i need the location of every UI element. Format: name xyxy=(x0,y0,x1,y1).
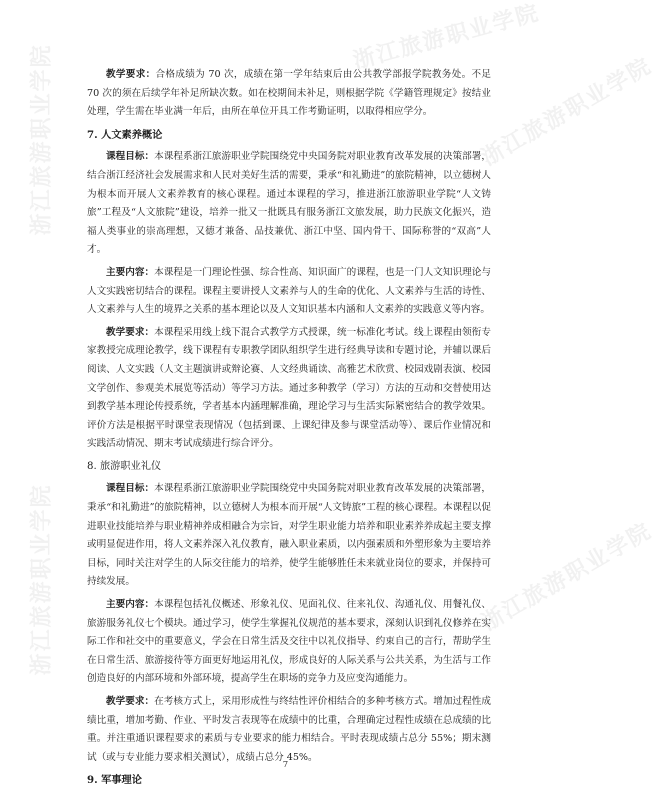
page-number: 7 xyxy=(282,760,289,770)
paragraph-lead: 主要内容： xyxy=(106,266,155,278)
paragraph-text: 本课程系浙江旅游职业学院围绕党中央国务院对职业教育改革发展的决策部署，结合浙江经济社会发展需求和人民对美好生活的需要，秉承“和礼勤进”的旅院精神，以立德树人为根本而开展人文素养教育的核心课程。通过本课程的学习，推进浙江旅游职业学院“人文铸旅”工程及“人文旅院”建设，培养一批又一批既具有服务浙江文旅发展，助力民族文化振兴，造福人类事业的崇高理想，又德才兼备、品技兼优、浙江中坚、国内骨干、国际称誉的“双高”人才。 xyxy=(87,151,492,256)
document-body xyxy=(87,66,491,794)
paragraph-lead: 教学要求： xyxy=(106,69,156,80)
watermark: 浙江旅游职业学院 xyxy=(477,517,657,637)
paragraph-text: 本课程是一门理论性强、综合性高、知识面广的课程，也是一门人文知识理论与人文实践密切结合的课程。课程主要讲授人文素养与人的生命的优化、人文素养与生活的诗性、人文素养与人生的境界之关系的基本理论以及人文知识基本内涵和人文素养的实践意义等内容。 xyxy=(87,266,492,316)
paragraph-text: 在考核方式上，采用形成性与终结性评价相结合的多种考核方式。增加过程性成绩比重，增加考勤、作业、平时发言表现等在成绩中的比重，合理确定过程性成绩在总成绩的比重。并注重通识课程要求的素质与专业要求的能力相结合。平时表现成绩占总分 55%；期末测试（或与专业能力要求相关测试），成绩占总分 45%。 xyxy=(87,696,492,763)
paragraph-lead: 教学要求： xyxy=(106,696,155,707)
section-heading-8: 8. 旅游职业礼仪 xyxy=(87,460,162,472)
paragraph-text: 本课程采用线上线下混合式教学方式授课，统一标准化考试。线上课程由领衔专家教授完成理论教学，线下课程有专职教学团队组织学生进行经典导读和专题讨论，并辅以课后阅读、人文实践（人文主题演讲或辩论赛、人文经典诵读、高雅艺术欣赏、校园戏剧表演、校园文学创作、参观美术展览等活动）等学习方法。通过多种教学（学习）方法的互动和交替使用达到教学基本理论传授系统，学者基本内涵理解准确，理论学习与生活实际紧密结合的教学效果。评价方法是根据平时课堂表现情况（包括到课、上课纪律及参与课堂活动等）、课后作业情况和实践活动情况、期末考试成绩进行综合评分。 xyxy=(87,326,492,450)
watermark: 浙江旅游职业学院 xyxy=(28,43,55,236)
watermark: 浙江旅游职业学院 xyxy=(477,52,657,172)
paragraph xyxy=(87,264,491,320)
section-heading-7: 7. 人文素养概论 xyxy=(87,128,163,141)
paragraph-lead: 教学要求： xyxy=(106,326,155,338)
paragraph xyxy=(87,148,491,260)
watermark: 浙江旅游职业学院 xyxy=(350,0,543,75)
watermark: 浙江旅游职业学院 xyxy=(28,483,55,676)
paragraph-text: 合格成绩为 70 次，成绩在第一学年结束后由公共教学部报学院教务处。不足 70 次的须在后续学年补足所缺次数。如在校期间未补足，则根据学院《学籍管理规定》按结业处理，学生需在毕业满一年后，由所在单位开具工作考勤证明，以取得相应学分。 xyxy=(87,69,491,118)
paragraph xyxy=(87,66,491,122)
paragraph xyxy=(87,324,491,454)
paragraph-lead: 主要内容： xyxy=(106,599,155,611)
paragraph-lead: 课程目标： xyxy=(106,151,155,163)
paragraph-text: 本课程包括礼仪概述、形象礼仪、见面礼仪、往来礼仪、沟通礼仪、用餐礼仪、旅游服务礼仪七个模块。通过学习，使学生掌握礼仪规范的基本要求，深刻认识到礼仪修养在实际工作和社交中的重要意义，学会在日常生活及交往中以礼仪指导、约束自己的言行，帮助学生在日常生活、旅游接待等方面更好地运用礼仪，形成良好的人际关系与公共关系，为生活与工作创造良好的内部环境和外部环境，提高学生在职场的竞争力及应变沟通能力。 xyxy=(87,599,492,685)
paragraph-lead: 课程目标： xyxy=(106,483,155,495)
paragraph xyxy=(87,480,491,592)
paragraph-text: 本课程系浙江旅游职业学院围绕党中央国务院对职业教育改革发展的决策部署，秉承“和礼勤进”的旅院精神，以立德树人为根本而开展“人文铸旅”工程的核心课程。本课程以促进职业技能培养与职业精神养成相融合为宗旨，对学生职业能力培养和职业素养养成起主要支撑或明显促进作用，将人文素养深入礼仪教育，融入职业素质，以内强素质和外塑形象为主要培养目标，同时关注对学生的人际交往能力的培养，使学生能够胜任未来就业岗位的要求，并保持可持续发展。 xyxy=(87,483,492,588)
section-heading-9: 9. 军事理论 xyxy=(87,774,142,787)
paragraph xyxy=(87,596,491,689)
paragraph xyxy=(87,693,491,767)
